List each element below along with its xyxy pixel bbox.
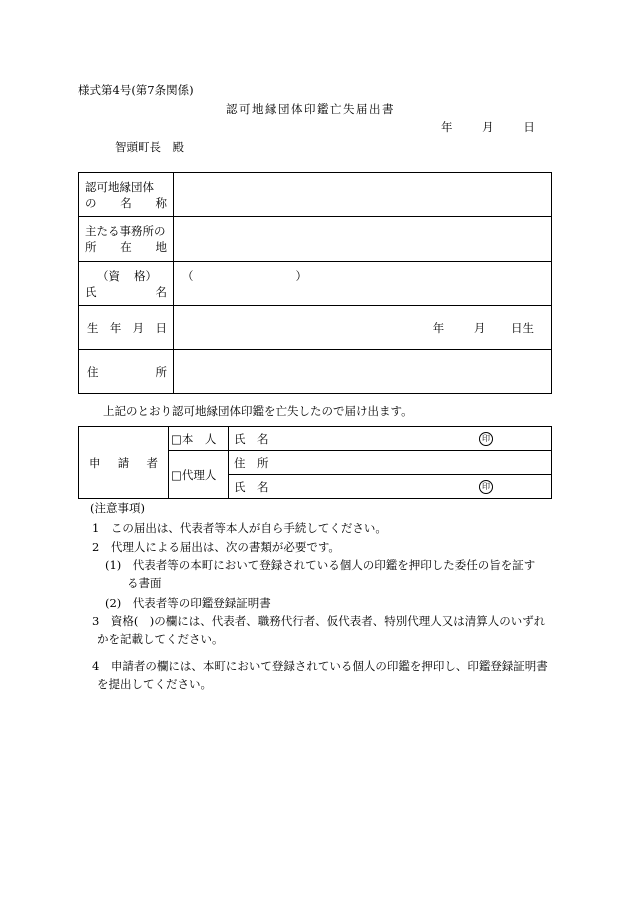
name-label: 氏 名 [234,431,269,446]
note-1: 1 この届出は、代表者等本人が自ら手続してください。 [92,521,387,535]
label-char: 地 [155,240,167,254]
label-char: 申 [89,455,101,470]
label-line [85,195,167,211]
representative-field[interactable] [174,262,552,306]
label-char: 名 [155,284,167,299]
note-4: 4 申請者の欄には、本町において登録されている個人の印鑑を押印し、印鑑登録証明書 [92,659,548,673]
paren-open: （ [182,269,194,283]
note-3: 3 資格( )の欄には、代表者、職務代行者、仮代表者、特別代理人又は清算人のいずれ [92,614,546,628]
note-2-2: (2) 代表者等の印鑑登録証明書 [105,596,271,610]
label-line [85,284,167,300]
label-char: 所 [155,364,167,379]
notes-heading: (注意事項) [90,501,145,515]
entity-name-label [79,173,174,217]
label-char: 請 [117,455,130,470]
note-2-1: (1) 代表者等の本町において登録されている個人の印鑑を押印した委任の旨を証す [105,558,536,572]
label-char: 生 [87,320,99,335]
form-number: 様式第4号(第7条関係) [78,83,194,97]
applicant-label [79,427,169,499]
office-address-row [79,217,552,262]
office-address-label [79,217,174,262]
birth-year: 年 [432,320,445,335]
office-address-field[interactable] [174,217,552,262]
page-title: 認可地縁団体印鑑亡失届出書 [226,102,395,116]
label-char: 日 [155,320,167,335]
agent-name-cell [229,475,552,499]
date-year: 年 [441,120,453,134]
label-char: 称 [155,195,167,210]
applicant-name-cell [229,427,552,451]
label-line [87,320,167,336]
birthdate-row [79,306,552,350]
address-field[interactable] [174,350,552,394]
applicant-table [78,426,552,499]
label-char: 名 [120,195,132,210]
label-char: 在 [120,240,132,254]
label-part: （資 [97,268,120,283]
seal-mark: 印 [479,432,493,446]
birthdate-field[interactable] [174,306,552,350]
representative-label [79,262,174,306]
address-label [79,350,174,394]
birth-month: 月 [473,320,486,335]
label-line [85,239,167,255]
agent-address-cell [229,451,552,475]
label-line [87,364,167,380]
entity-table [78,172,552,394]
label-char: の [85,195,97,210]
label-char: 者 [146,455,158,470]
label-char: 月 [132,320,145,335]
representative-row [79,262,552,306]
date-line [441,119,535,135]
qualification-label [85,268,167,284]
label-char: 年 [109,320,122,335]
label-line [89,455,158,471]
entity-name-field[interactable] [174,173,552,217]
note-2: 2 代理人による届出は、次の書類が必要です。 [92,540,340,554]
label-char: 住 [87,364,99,379]
checkbox-self[interactable]: □本 人 [169,427,229,451]
checkbox-agent[interactable]: □代理人 [169,451,229,499]
birth-day: 日生 [511,320,534,335]
addressee: 智頭町長 殿 [115,140,184,154]
note-3-cont: かを記載してください。 [97,632,224,646]
entity-name-row [79,173,552,217]
label-char: 氏 [85,284,97,299]
name-label: 氏 名 [234,479,269,494]
applicant-row-self [79,427,552,451]
address-label: 住 所 [234,455,269,470]
label-part: 格） [134,268,157,283]
note-2-1-cont: る書面 [127,576,162,590]
address-row [79,350,552,394]
label-char: 所 [85,240,97,254]
paren-close: ） [295,269,307,283]
label-line: 主たる事務所の [85,224,166,238]
date-day: 日 [523,120,535,134]
statement: 上記のとおり認可地縁団体印鑑を亡失したので届け出ます。 [103,404,413,418]
seal-mark: 印 [479,480,493,494]
birthdate-label [79,306,174,350]
date-month: 月 [482,120,494,134]
label-line: 認可地縁団体 [85,179,154,194]
note-4-cont: を提出してください。 [97,677,212,691]
